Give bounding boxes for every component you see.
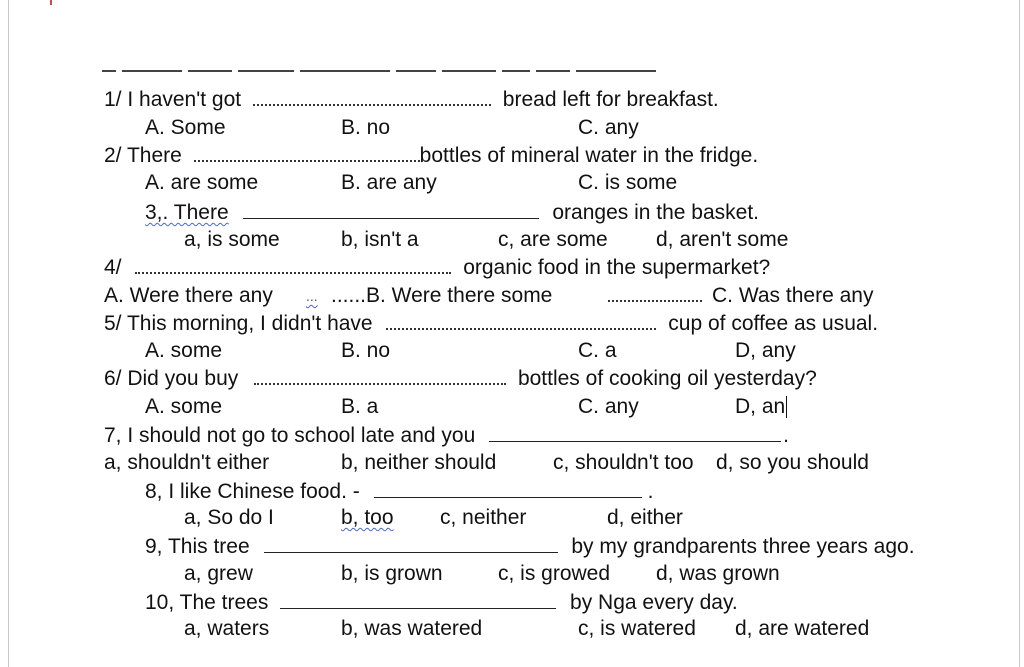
q9-stem-post: by my grandparents three years ago.	[571, 535, 915, 558]
q10-option-a[interactable]: a, waters	[184, 617, 270, 640]
q3-stem-post: oranges in the basket.	[552, 201, 759, 224]
q4-dots-after-b	[608, 284, 702, 308]
q10-option-d[interactable]: d, are watered	[735, 617, 870, 640]
q1-option-c[interactable]: C. any	[578, 116, 639, 139]
q9-option-a[interactable]: a, grew	[184, 562, 253, 585]
q2-option-a[interactable]: A. are some	[145, 171, 259, 194]
corner-mark	[50, 0, 52, 5]
q3-blank[interactable]	[243, 200, 539, 219]
q10-option-b[interactable]: b, was watered	[341, 617, 483, 640]
q10-option-c[interactable]: c, is watered	[578, 617, 696, 640]
q3-option-d[interactable]: d, aren't some	[656, 228, 789, 251]
q5-option-a[interactable]: A. some	[145, 339, 223, 362]
q6-option-d[interactable]	[735, 395, 787, 419]
q8-option-c[interactable]: c, neither	[440, 506, 527, 529]
q8-option-a[interactable]: a, So do I	[184, 506, 274, 529]
q7-blank[interactable]	[489, 423, 781, 442]
q1-stem-pre: 1/ I haven't got	[104, 88, 242, 111]
question-9-stem	[145, 534, 915, 559]
q6-stem-post: bottles of cooking oil yesterday?	[517, 367, 817, 390]
q6-option-b[interactable]: B. a	[341, 395, 379, 418]
q9-blank[interactable]	[264, 534, 558, 553]
q10-stem-post: by Nga every day.	[570, 591, 738, 614]
question-3-stem	[145, 200, 759, 225]
q5-option-b[interactable]: B. no	[341, 339, 391, 362]
q5-stem-pre: 5/ This morning, I didn't have	[104, 312, 373, 335]
question-6-stem	[104, 367, 817, 391]
q9-option-c[interactable]	[498, 562, 610, 586]
question-4-stem	[104, 256, 770, 280]
q4-option-a[interactable]: A. Were there any	[104, 284, 273, 307]
q8-stem-post: .	[647, 480, 654, 503]
q3-option-b[interactable]: b, isn't a	[341, 228, 419, 251]
q7-option-c[interactable]: c, shouldn't too	[553, 451, 694, 474]
q8-blank[interactable]	[374, 479, 642, 498]
q5-blank[interactable]	[386, 314, 656, 330]
q2-option-b[interactable]: B. are any	[341, 171, 437, 194]
q7-option-a[interactable]: a, shouldn't either	[104, 451, 270, 474]
q9-option-c-label: c, is growed	[498, 562, 611, 585]
q6-option-c[interactable]: C. any	[578, 395, 639, 418]
q10-stem-pre: 10, The trees	[145, 591, 269, 614]
question-5-stem	[104, 312, 878, 336]
question-7-stem	[104, 423, 789, 448]
q4-mark: ...	[306, 288, 318, 304]
q6-stem-pre: 6/ Did you buy	[104, 367, 239, 390]
q4-stem-post: organic food in the supermarket?	[463, 256, 771, 279]
q4-option-b[interactable]: ......B. Were there some	[331, 284, 553, 307]
q2-stem-pre: 2/ There	[104, 144, 182, 167]
q1-stem-post: bread left for breakfast.	[502, 88, 719, 111]
q6-option-d-label: D, an	[735, 395, 786, 418]
q7-stem-post: .	[783, 424, 789, 447]
q3-stem-pre: 3,. There	[145, 201, 229, 224]
q9-option-d[interactable]: d, was grown	[656, 562, 780, 585]
q2-blank[interactable]	[194, 146, 420, 162]
q4-stem-pre: 4/	[104, 256, 122, 279]
q1-option-a[interactable]: A. Some	[145, 116, 226, 139]
q8-option-d[interactable]: d, either	[607, 506, 683, 529]
question-10-stem	[145, 590, 738, 615]
q5-stem-post: cup of coffee as usual.	[668, 312, 879, 335]
q9-option-b[interactable]: b, is grown	[341, 562, 443, 585]
q7-option-b[interactable]: b, neither should	[341, 451, 497, 474]
q10-blank[interactable]	[280, 590, 556, 609]
q2-stem-post: bottles of mineral water in the fridge.	[419, 144, 759, 167]
q7-option-d[interactable]: d, so you should	[716, 451, 869, 474]
q3-option-a[interactable]: a, is some	[184, 228, 280, 251]
q2-option-c[interactable]: C. is some	[578, 171, 678, 194]
q1-blank[interactable]	[253, 90, 491, 106]
q8-option-b-label: b, too	[341, 506, 394, 529]
question-2-stem	[104, 144, 758, 168]
text-cursor	[786, 396, 787, 418]
q4-option-c[interactable]: C. Was there any	[712, 284, 874, 307]
q6-option-a[interactable]: A. some	[145, 395, 223, 418]
q9-stem-pre: 9, This tree	[145, 535, 250, 558]
q3-option-c[interactable]: c, are some	[498, 228, 608, 251]
q7-stem-pre: 7, I should not go to school late and you	[104, 424, 476, 447]
q4-blank[interactable]	[135, 258, 451, 274]
q8-option-b[interactable]	[341, 506, 394, 530]
q6-blank[interactable]	[254, 369, 506, 385]
question-8-stem	[145, 479, 653, 504]
q1-option-b[interactable]: B. no	[341, 116, 391, 139]
question-1-stem	[104, 88, 719, 112]
cropped-instruction-line	[102, 66, 682, 76]
q8-stem-pre: 8, I like Chinese food. -	[145, 480, 360, 503]
q5-option-c[interactable]: C. a	[578, 339, 617, 362]
q5-option-d[interactable]: D, any	[735, 339, 796, 362]
